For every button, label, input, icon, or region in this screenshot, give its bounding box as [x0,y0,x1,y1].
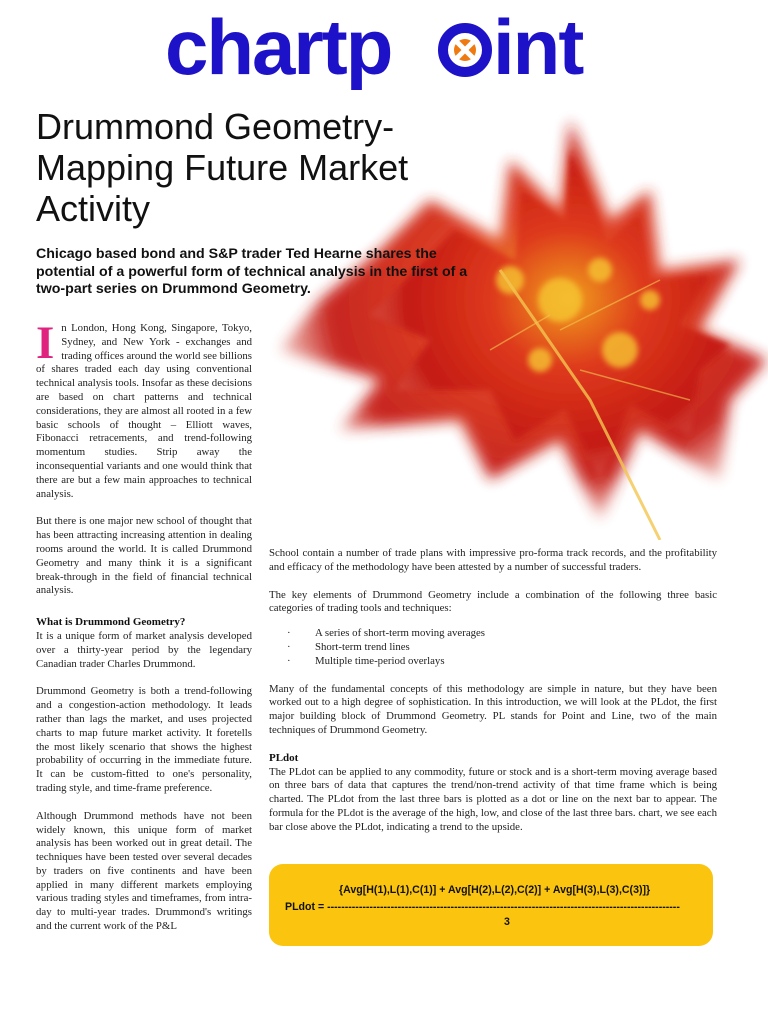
logo-graphic [165,8,585,96]
paragraph-8: Many of the fundamental concepts of this methodology are simple in nature, but they have been worked out to a high degree of sophistication. In this introduction, we will look at the PLdot, the first major building block of Drummond Geometry. PL stands for Point and Line, two of the main techniques of Drummond Geometry. [269,682,717,736]
paragraph-7: The key elements of Drummond Geometry include a combination of the following three basic categories of trading tools and techniques: [269,588,717,615]
right-column [269,547,717,849]
list-item: · Short-term trend lines [287,641,717,655]
subheading-pldot: PLdot [269,751,299,764]
list-item: · A series of short-term moving averages [287,627,717,641]
list-item: · Multiple time-period overlays [287,655,717,669]
title-line-2: Mapping Future Market [36,147,409,188]
title-line-3: Activity [36,188,151,229]
pldot-formula-box [269,864,713,946]
article-standfirst: Chicago based bond and S&P trader Ted Hearne shares the potential of a powerful form of technical analysis in the first of a two-part series on Drummond Geometry. [36,246,468,297]
paragraph-9: The PLdot can be applied to any commodity, future or stock and is a short-term moving average based on three bars of data that captures the trend/non-trend activity of that time frame which is being charted. The PLdot from the last three bars is plotted as a dot or line on the next bar to appear. The formula for the PLdot is the average of the high, low, and close of the last three bars. chart, we see each bar close above the PLdot, indicating a trend to the upside. [269,765,717,833]
svg-text:int: int [493,8,583,91]
subheading-what-is: What is Drummond Geometry? [36,616,186,629]
article-title [36,106,496,229]
logo-target-icon [443,28,487,72]
drop-cap: I [36,317,55,369]
tools-list [287,627,717,668]
formula-numerator: {Avg[H(1),L(1),C(1)] + Avg[H(2),L(2),C(2)] + Avg[H(3),L(3),C(3)]} [339,884,651,896]
paragraph-3: It is a unique form of market analysis developed over a thirty-year period by the legendary Canadian trader Charles Drummond. [36,629,252,670]
formula-denominator: 3 [504,916,510,928]
paragraph-4: Drummond Geometry is both a trend-following and a congestion-action methodology. It leads rather than lags the market, and uses projected charts to map future market activity. It foretells the most likely scenario that shows the highest probability of occurring in the immediate future. It can be custom-fitted to one's personality, trading style, and time-frame preference. [36,685,252,794]
chartpoint-logo [165,8,585,96]
title-line-1: Drummond Geometry- [36,106,395,147]
formula-fraction-line: PLdot = ---------------------------------------------------------------------------------------------------- [285,901,680,913]
svg-text:chartp: chartp [165,8,392,91]
paragraph-6: School contain a number of trade plans with impressive pro-forma track records, and the profitability and efficacy of the methodology have been attested by a number of successful traders. [269,547,717,573]
intro-paragraph [36,317,252,501]
paragraph-2: But there is one major new school of thought that has been attracting increasing attention in dealing rooms around the world. It is called Drummond Geometry and many think it is a significant break-through in the field of financial technical analysis. [36,515,252,597]
paragraph-5: Although Drummond methods have not been widely known, this unique form of market analysis has been worked out in great detail. The techniques have been tested over several decades by traders on five continents and have been applied in many different markets employing various trading styles and timeframes, from intra-day to multi-year trades. Drummond's writings and the current work of the P&L [36,809,252,933]
left-column [36,317,252,934]
intro-text: n London, Hong Kong, Singapore, Tokyo, Sydney, and New York - exchanges and trading offices around the world see billions of shares traded each day using conventional technical analysis tools. Insofar as these decisions are based on chart patterns and technical considerations, they are almost all rooted in a few basic schools of thought – Elliott waves, Fibonacci retracements, and trend-following momentum studies. Strip away the inconsequential variants and one would think that there are but a few main approaches to technical analysis. [36,322,252,500]
